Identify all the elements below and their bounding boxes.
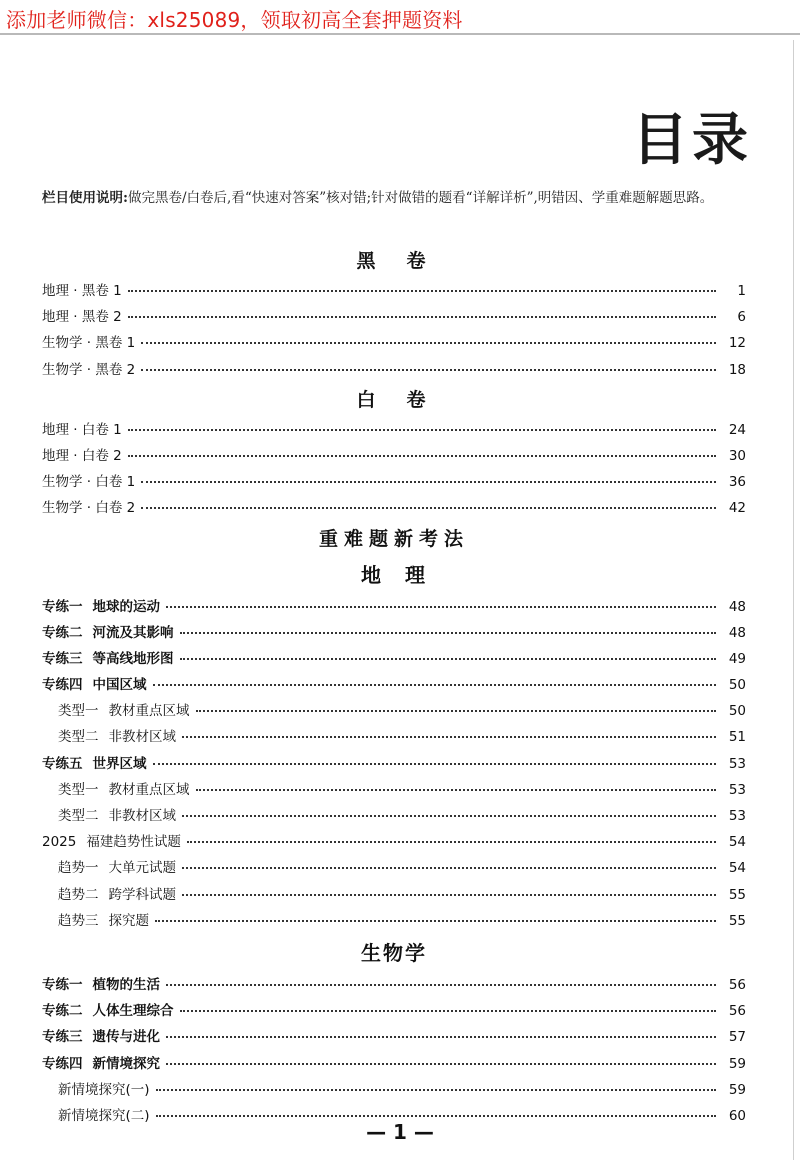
toc-entry[interactable]	[42, 357, 746, 383]
toc-entry-label	[42, 330, 135, 356]
toc-entry-title: 生物学 · 白卷 1	[42, 474, 136, 491]
toc-entry-label	[42, 443, 122, 469]
toc-entry-prefix: 专练三	[42, 650, 83, 667]
leader-dots	[166, 983, 716, 986]
toc-entry-prefix: 专练四	[42, 677, 83, 694]
toc-entry-label	[42, 278, 122, 304]
leader-dots	[156, 1114, 716, 1117]
toc-entry[interactable]	[42, 777, 746, 803]
leader-dots	[141, 368, 716, 371]
leader-dots	[128, 289, 716, 292]
toc-entry-label	[42, 304, 122, 330]
toc-entry-title: 植物的生活	[92, 976, 160, 993]
toc-entry[interactable]	[42, 972, 746, 998]
toc-entry-label	[42, 646, 174, 672]
toc-entry-title: 探究题	[108, 912, 149, 929]
toc-entry[interactable]	[42, 443, 746, 469]
toc-entry-label	[42, 495, 135, 521]
toc-entry-page: 36	[728, 474, 746, 491]
toc-entry[interactable]	[42, 417, 746, 443]
toc-entry-title: 教材重点区域	[108, 703, 190, 720]
toc-entry[interactable]	[42, 998, 746, 1024]
leader-dots	[187, 840, 716, 843]
toc-entry[interactable]	[42, 803, 746, 829]
toc-entry[interactable]	[42, 829, 746, 855]
toc-entry-page: 30	[728, 447, 746, 464]
toc-entry-title: 地理 · 白卷 2	[42, 447, 122, 464]
toc-entry-label	[42, 998, 174, 1024]
toc-entry[interactable]	[42, 330, 746, 356]
toc-entry-label	[58, 777, 190, 803]
toc-entry[interactable]	[42, 304, 746, 330]
toc-entry[interactable]	[42, 908, 746, 934]
toc-entry-prefix: 趋势一	[58, 860, 99, 877]
toc-entry-label	[42, 829, 181, 855]
toc-entry-title: 教材重点区域	[108, 781, 190, 798]
toc-entry-prefix: 专练二	[42, 624, 83, 641]
toc-entry-prefix: 趋势三	[58, 912, 99, 929]
toc-entry-label	[58, 724, 176, 750]
toc-entry-page: 56	[728, 1003, 746, 1020]
toc-entry-title: 地理 · 黑卷 2	[42, 309, 122, 326]
leader-dots	[166, 1035, 716, 1038]
leader-dots	[153, 683, 717, 686]
toc-entry-title: 生物学 · 黑卷 2	[42, 361, 136, 378]
toc-entry-label	[42, 620, 174, 646]
toc-entry-page: 42	[728, 500, 746, 517]
toc-entry-label	[58, 1077, 150, 1103]
toc-entry-label	[42, 672, 147, 698]
toc-entry-page: 57	[728, 1029, 746, 1046]
leader-dots	[153, 762, 717, 765]
leader-dots	[182, 893, 716, 896]
toc-entry-page: 53	[728, 755, 746, 772]
instructions-text: 做完黑卷/白卷后,看“快速对答案”核对错;针对做错的题看“详解详析”,明错因、学重难题解题思路。	[127, 190, 714, 206]
toc-entry[interactable]	[42, 620, 746, 646]
toc-entry-title: 遗传与进化	[92, 1029, 160, 1046]
toc-entry-title: 福建趋势性试题	[86, 834, 181, 851]
toc-entry-page: 48	[728, 598, 746, 615]
toc-entry-title: 非教材区域	[108, 729, 176, 746]
toc-entry-title: 河流及其影响	[92, 624, 174, 641]
leader-dots	[128, 315, 716, 318]
leader-dots	[141, 480, 716, 483]
toc-entry-title: 地球的运动	[92, 598, 160, 615]
toc-entry-label	[42, 357, 135, 383]
leader-dots	[180, 657, 717, 660]
toc-entry-title: 新情境探究	[92, 1055, 160, 1072]
toc-entry-prefix: 类型一	[58, 703, 99, 720]
toc-entry[interactable]	[42, 594, 746, 620]
toc-entry[interactable]	[42, 882, 746, 908]
instructions-label: 栏目使用说明:	[42, 190, 128, 206]
toc-entry-page: 60	[728, 1107, 746, 1124]
leader-dots	[128, 428, 716, 431]
toc-entry-prefix: 专练三	[42, 1029, 83, 1046]
toc-entry-page: 50	[728, 677, 746, 694]
toc-entry-page: 59	[728, 1081, 746, 1098]
toc-entry[interactable]	[42, 646, 746, 672]
toc-entry-title: 等高线地形图	[92, 650, 174, 667]
toc-entry-label	[58, 855, 176, 881]
toc-entry[interactable]	[42, 1024, 746, 1050]
toc-entry-prefix: 专练一	[42, 598, 83, 615]
toc-entry-title: 新情境探究(二)	[58, 1107, 150, 1124]
toc-entry-page: 50	[728, 703, 746, 720]
section-heading: 重难题新考法	[318, 527, 469, 550]
toc-entry-page: 49	[728, 650, 746, 667]
leader-dots	[141, 341, 716, 344]
toc-entry-page: 18	[728, 361, 746, 378]
page-title: 目录	[632, 108, 752, 173]
toc-entry-title: 大单元试题	[108, 860, 176, 877]
top-rule	[0, 33, 800, 35]
page-edge	[793, 40, 794, 1160]
toc-entry[interactable]	[42, 469, 746, 495]
section-heading: 白 卷	[356, 388, 432, 411]
usage-instructions	[42, 184, 758, 212]
toc-entry[interactable]	[42, 698, 746, 724]
leader-dots	[128, 454, 716, 457]
toc-entry-title: 中国区域	[92, 677, 147, 694]
toc-entry-title: 生物学 · 黑卷 1	[42, 335, 136, 352]
table-of-contents	[42, 244, 746, 1129]
toc-entry-prefix: 类型一	[58, 781, 99, 798]
toc-entry[interactable]	[42, 724, 746, 750]
toc-entry-prefix: 类型二	[58, 729, 99, 746]
toc-entry[interactable]	[42, 1077, 746, 1103]
leader-dots	[166, 605, 716, 608]
toc-entry-label	[42, 594, 160, 620]
toc-entry-page: 56	[728, 976, 746, 993]
toc-entry-prefix: 专练二	[42, 1003, 83, 1020]
toc-entry-prefix: 专练一	[42, 976, 83, 993]
toc-entry-title: 地理 · 黑卷 1	[42, 283, 122, 299]
toc-entry-label	[42, 469, 135, 495]
section-heading: 生物学	[361, 940, 427, 965]
toc-entry-label	[42, 1051, 160, 1077]
toc-entry-title: 跨学科试题	[108, 886, 176, 903]
toc-entry-page: 53	[728, 808, 746, 824]
toc-entry[interactable]	[42, 278, 746, 304]
toc-entry-page: 54	[728, 860, 746, 877]
leader-dots	[182, 814, 716, 817]
toc-entry-title: 世界区域	[92, 755, 147, 772]
toc-entry-page: 1	[737, 283, 746, 299]
toc-entry[interactable]	[42, 751, 746, 777]
toc-entry-label	[58, 803, 176, 829]
toc-entry-label	[58, 882, 176, 908]
toc-entry-label	[42, 1024, 160, 1050]
toc-entry-page: 51	[728, 729, 746, 746]
toc-entry-title: 地理 · 白卷 1	[42, 421, 122, 438]
toc-entry-title: 非教材区域	[108, 808, 176, 824]
toc-entry-page: 48	[728, 624, 746, 641]
toc-entry-page: 12	[728, 335, 746, 352]
toc-entry-label	[58, 908, 149, 934]
toc-entry-label	[42, 751, 147, 777]
toc-entry[interactable]	[42, 1051, 746, 1077]
leader-dots	[196, 709, 717, 712]
section-heading: 黑 卷	[356, 250, 432, 272]
toc-entry-page: 59	[728, 1055, 746, 1072]
toc-entry-page: 55	[728, 886, 746, 903]
toc-entry-prefix: 类型二	[58, 808, 99, 824]
leader-dots	[180, 631, 717, 634]
page-number: — 1 —	[366, 1120, 434, 1144]
toc-entry-page: 6	[737, 309, 746, 326]
toc-entry[interactable]	[42, 855, 746, 881]
section-heading: 地 理	[361, 562, 427, 587]
leader-dots	[196, 788, 717, 791]
watermark-text: 添加老师微信：xls25089，领取初高全套押题资料	[6, 8, 463, 32]
toc-entry-page: 54	[728, 834, 746, 851]
toc-entry-prefix: 专练五	[42, 755, 83, 772]
toc-entry-title: 生物学 · 白卷 2	[42, 500, 136, 517]
toc-entry-page: 24	[728, 421, 746, 438]
toc-entry-label	[42, 417, 122, 443]
toc-entry-prefix: 专练四	[42, 1055, 83, 1072]
leader-dots	[182, 735, 716, 738]
leader-dots	[180, 1009, 717, 1012]
leader-dots	[141, 506, 716, 509]
toc-entry-page: 55	[728, 912, 746, 929]
leader-dots	[155, 919, 716, 922]
toc-entry-prefix: 2025	[42, 834, 77, 851]
toc-entry-page: 53	[728, 781, 746, 798]
leader-dots	[182, 866, 716, 869]
toc-entry-title: 人体生理综合	[92, 1003, 174, 1020]
toc-entry-title: 新情境探究(一)	[58, 1081, 150, 1098]
toc-entry[interactable]	[42, 495, 746, 521]
toc-entry[interactable]	[42, 672, 746, 698]
toc-entry-prefix: 趋势二	[58, 886, 99, 903]
toc-entry-label	[58, 698, 190, 724]
leader-dots	[156, 1088, 716, 1091]
toc-entry-label	[42, 972, 160, 998]
leader-dots	[166, 1062, 716, 1065]
